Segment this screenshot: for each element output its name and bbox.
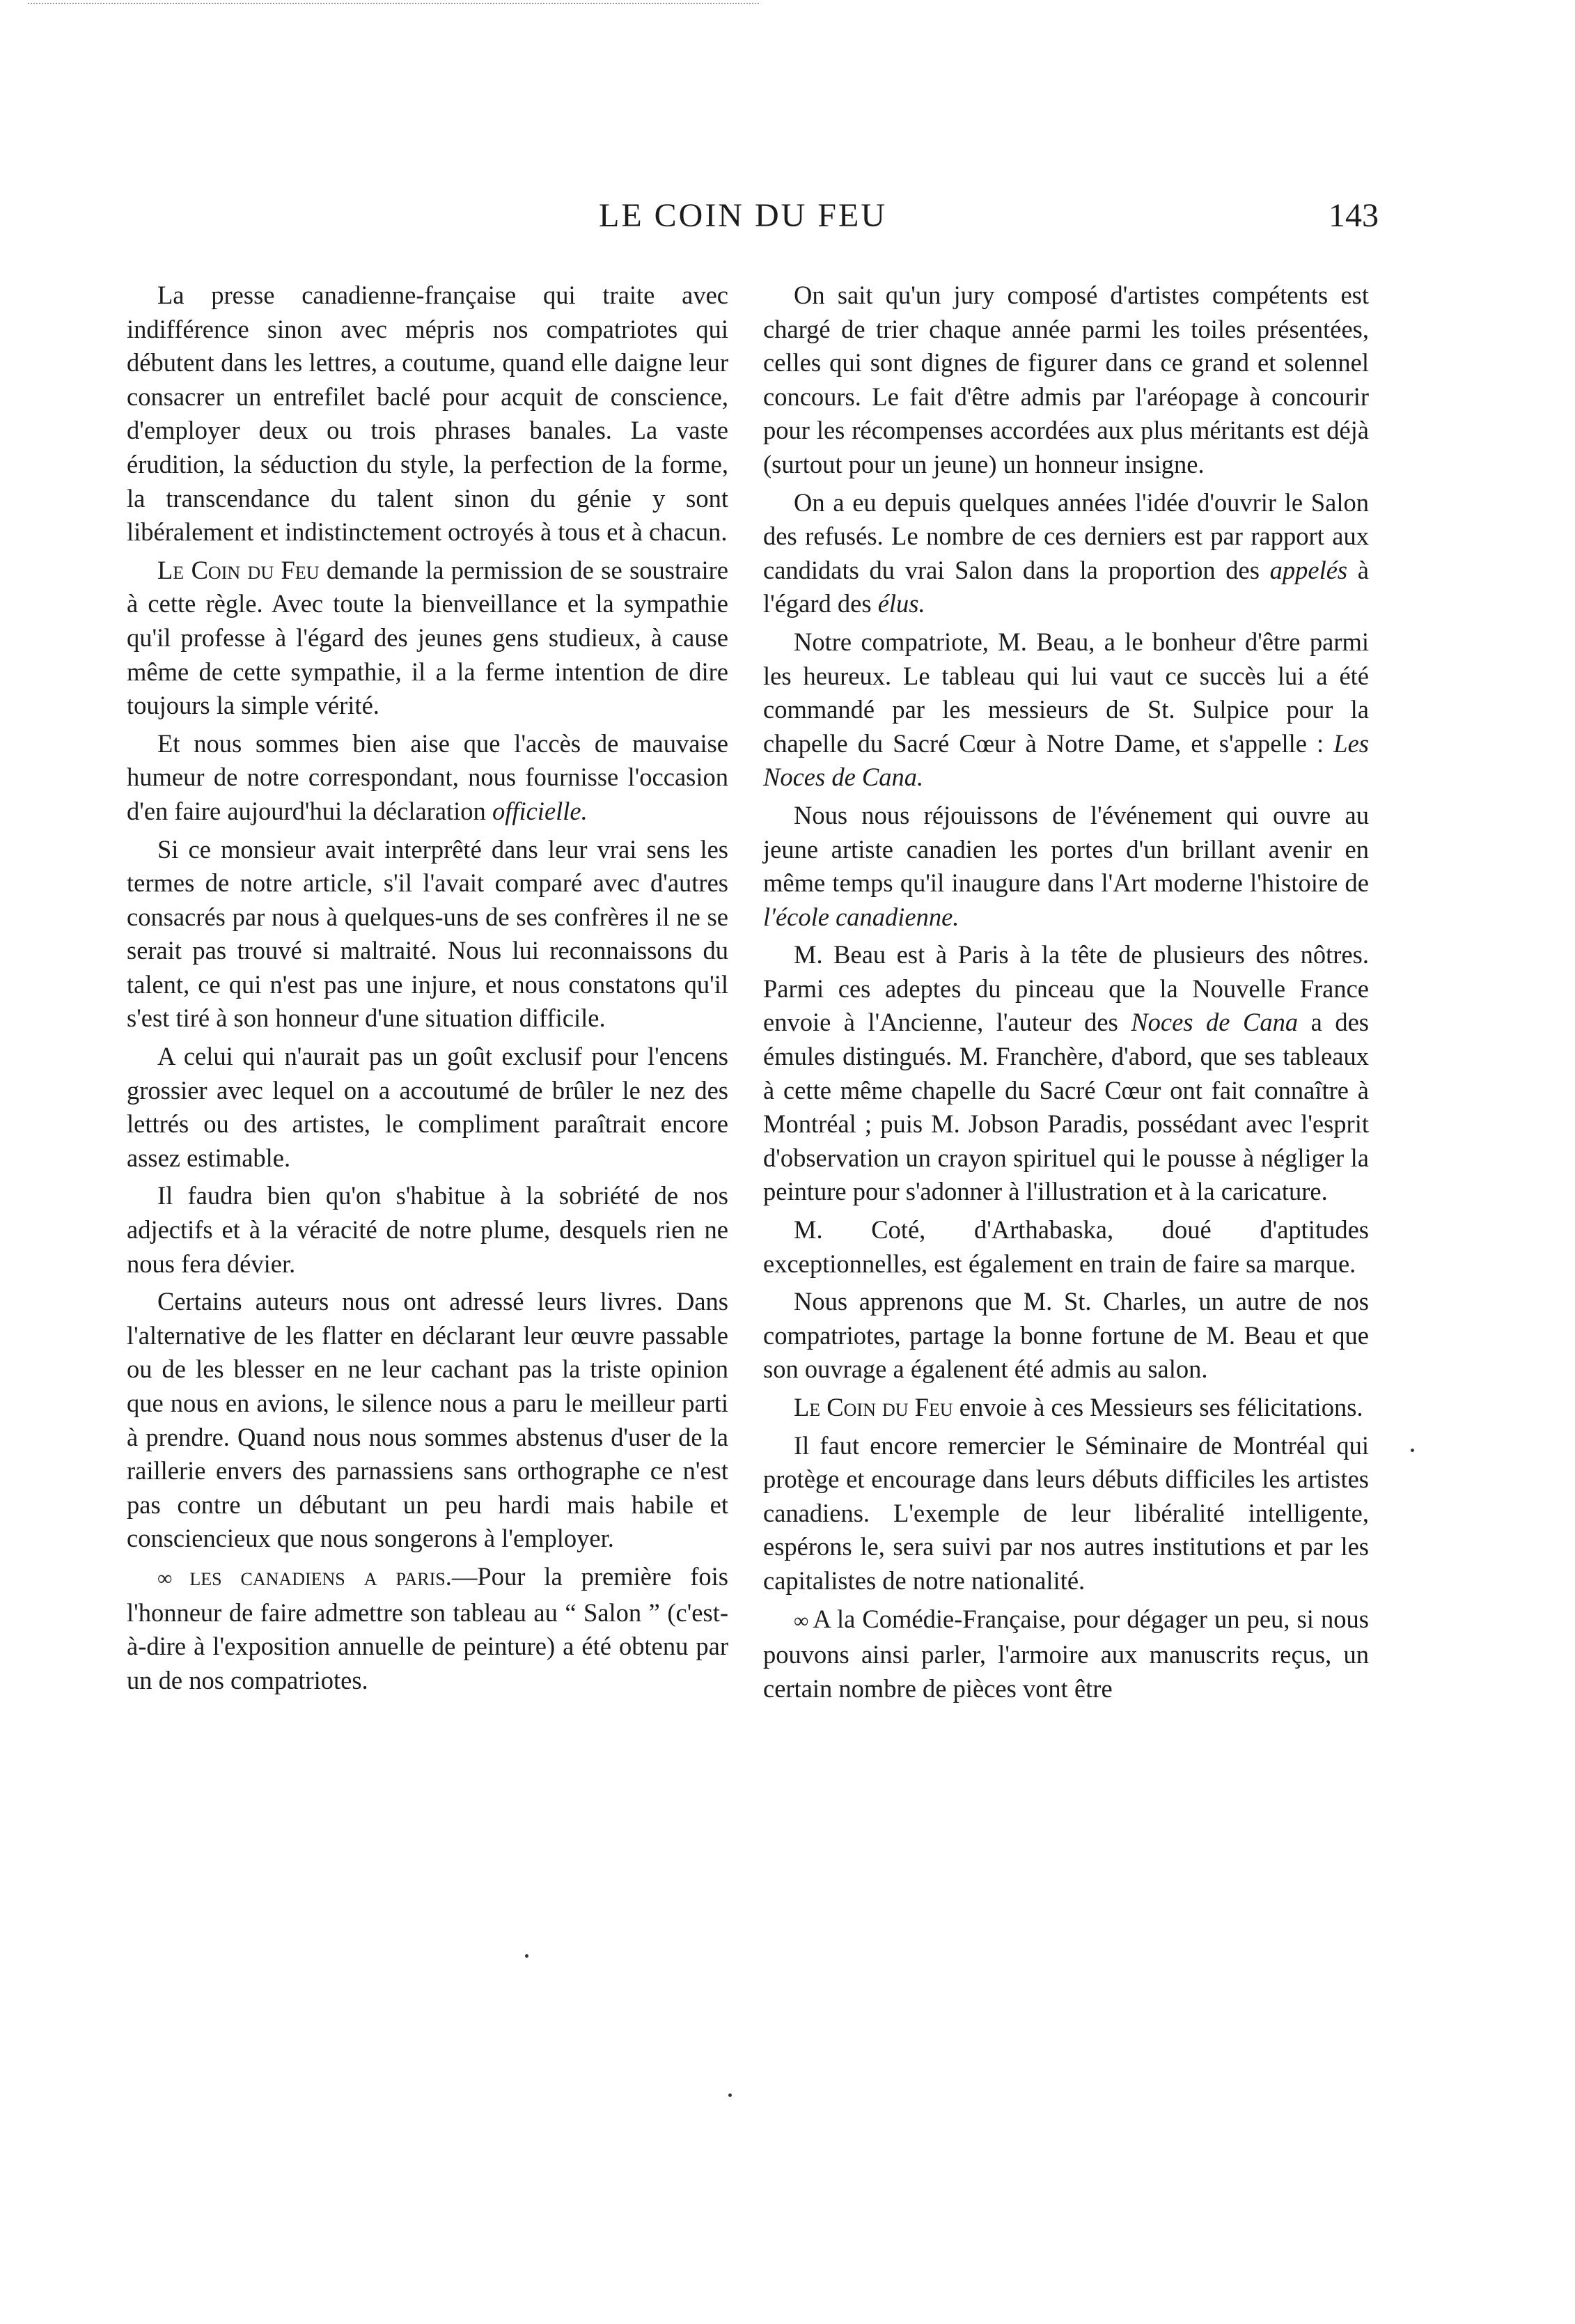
paragraph bbox=[127, 833, 728, 1036]
paragraph-text: envoie à ces Messieurs ses félicitations. bbox=[953, 1393, 1363, 1421]
paragraph-text: On a eu depuis quelques années l'idée d'ouvrir le Salon des refusés. Le nombre de ces derniers est par rapport aux candidats du vrai Salon dans la proportion des bbox=[763, 488, 1369, 584]
paragraph-text: On sait qu'un jury composé d'artistes compétents est chargé de trier chaque année parmi les toiles présentées, celles qui sont dignes de figurer dans ce grand et solennel concours. Le fait d'être admis par l'aréopage à concourir pour les récompenses accordées aux plus méritants est déjà (surtout pour un jeune) un honneur insigne. bbox=[763, 281, 1369, 478]
paragraph-text: M. Beau est à Paris à la tête de plusieurs des nôtres. Parmi ces adeptes du pinceau que la Nouvelle France envoie à l'Ancienne, l'auteur des bbox=[763, 940, 1369, 1037]
journal-name-smallcaps: Le Coin du Feu bbox=[794, 1393, 953, 1421]
paragraph-text: A la Comédie-Française, pour dégager un peu, si nous pouvons ainsi parler, l'armoire aux manuscrits reçus, un certain nombre de pièces vont être bbox=[763, 1604, 1369, 1703]
italic-word: élus. bbox=[877, 589, 925, 618]
ink-speck bbox=[728, 2093, 732, 2097]
running-head bbox=[0, 196, 1575, 247]
paragraph-text: demande la permission de se soustraire à cette règle. Avec toute la bienveillance et la sympathie qu'il professe à l'égard des jeunes gens studieux, à cause même de cette sympathie, il a la ferme intention de dire toujours la simple vérité. bbox=[127, 555, 728, 720]
paragraph-text: a des émules distingués. M. Franchère, d'abord, que ses tableaux à cette même chapelle du Sacré Cœur ont fait connaître à Montréal ; puis M. Jobson Paradis, possédant avec l'esprit d'observation un crayon spirituel qui le pousse à négliger la peinture pour s'adonner à l'illustration et à la caricature. bbox=[763, 1008, 1369, 1206]
paragraph bbox=[127, 1285, 728, 1556]
paragraph bbox=[763, 1391, 1369, 1425]
paragraph bbox=[127, 1040, 728, 1175]
paragraph-text: —Pour la première fois l'honneur de faire admettre son tableau au “ Salon ” (c'est-à-dire à l'exposition annuelle de peinture) a été obtenu par un de nos compatriotes. bbox=[127, 1561, 728, 1694]
journal-name-smallcaps: Le Coin du Feu bbox=[157, 555, 320, 584]
paragraph bbox=[127, 279, 728, 549]
italic-word: l'école canadienne. bbox=[763, 902, 959, 931]
ornament-icon: ∞ bbox=[794, 1609, 808, 1632]
paragraph bbox=[763, 279, 1369, 482]
paragraph-text: à l'égard des bbox=[763, 555, 1370, 618]
paragraph-text: Il faudra bien qu'on s'habitue à la sobriété de nos adjectifs et à la véracité de notre plume, desquels rien ne nous fera dévier. bbox=[127, 1181, 728, 1278]
paragraph bbox=[127, 554, 728, 723]
paragraph bbox=[763, 1213, 1369, 1281]
paragraph-text: La presse canadienne-française qui traite avec indifférence sinon avec mépris nos compatriotes qui débutent dans les lettres, a coutume, quand elle daigne leur consacrer un entrefilet baclé pour acquit de conscience, d'employer deux ou trois phrases banales. La vaste érudition, la séduction du style, la perfection de la forme, la transcendance du talent sinon du génie y sont libéralement et indistinctement octroyés à tous et à chacun. bbox=[127, 281, 728, 547]
paragraph-text: Certains auteurs nous ont adressé leurs livres. Dans l'alternative de les flatter en déclarant leur œuvre passable ou de les blesser en ne leur cachant pas la triste opinion que nous en avions, le silence nous a paru le meilleur parti à prendre. Quand nous nous sommes abstenus d'user de la raillerie envers des parnassiens sans orthographe ce n'est pas contre un débutant un peu hardi mais habile et consciencieux que nous songerons à l'employer. bbox=[127, 1287, 728, 1553]
paragraph-text: M. Coté, d'Arthabaska, doué d'aptitudes exceptionnelles, est également en train de faire sa marque. bbox=[763, 1215, 1369, 1278]
paragraph bbox=[127, 727, 728, 829]
paragraph bbox=[763, 486, 1369, 621]
paragraph bbox=[763, 1602, 1369, 1706]
left-column bbox=[127, 279, 728, 1697]
paragraph bbox=[127, 1560, 728, 1697]
journal-title: LE COIN DU FEU bbox=[599, 197, 887, 234]
paragraph-text: A celui qui n'aurait pas un goût exclusif pour l'encens grossier avec lequel on a accoutumé de brûler le nez des lettrés ou des artistes, le compliment paraîtrait encore assez estimable. bbox=[127, 1042, 728, 1172]
paragraph-text: Si ce monsieur avait interprêté dans leur vrai sens les termes de notre article, s'il l'avait comparé avec d'autres consacrés par nous à quelques-uns de ses confrères il ne se serait pas trouvé si maltraité. Nous lui reconnaissons du talent, ce qui n'est pas une injure, et nous constatons qu'il s'est tiré à son honneur d'une situation difficile. bbox=[127, 834, 728, 1033]
paragraph-text: Nous apprenons que M. St. Charles, un autre de nos compatriotes, partage la bonne fortune de M. Beau et que son ouvrage a égalenent été admis au salon. bbox=[763, 1287, 1369, 1384]
paragraph bbox=[763, 1429, 1369, 1598]
paragraph-text: Notre compatriote, M. Beau, a le bonheur d'être parmi les heureux. Le tableau qui lui vaut ce succès lui a été commandé par les messieurs de St. Sulpice pour la chapelle du Sacré Cœur à Notre Dame, et s'appelle : bbox=[763, 627, 1369, 758]
page-number: 143 bbox=[1329, 197, 1379, 234]
paragraph-text: Il faut encore remercier le Séminaire de Montréal qui protège et encourage dans leurs débuts difficiles les artistes canadiens. L'exemple de leur libéralité intelligente, espérons le, sera suivi par nos autres institutions et par les capitalistes de notre nationalité. bbox=[763, 1430, 1369, 1595]
ink-speck bbox=[525, 1954, 528, 1958]
paragraph bbox=[763, 938, 1369, 1209]
paragraph bbox=[763, 799, 1369, 934]
right-column bbox=[763, 279, 1369, 1706]
ink-speck bbox=[1411, 1449, 1414, 1452]
italic-word: appelés bbox=[1269, 555, 1348, 584]
painting-title: Noces de Cana bbox=[1131, 1008, 1299, 1037]
paragraph bbox=[763, 625, 1369, 795]
paragraph bbox=[127, 1179, 728, 1281]
ornament-icon: ∞ bbox=[157, 1566, 171, 1590]
paragraph-text: Nous nous réjouissons de l'événement qui ouvre au jeune artiste canadien les portes d'un brillant avenir en même temps qu'il inaugure dans l'Art moderne l'histoire de bbox=[763, 800, 1369, 898]
scan-edge-line bbox=[28, 3, 759, 4]
paragraph-text: Et nous sommes bien aise que l'accès de mauvaise humeur de notre correspondant, nous fournisse l'occasion d'en faire aujourd'hui la déclaration bbox=[127, 728, 728, 825]
paragraph bbox=[763, 1285, 1369, 1387]
painting-title: Les Noces de Cana. bbox=[763, 728, 1369, 792]
section-heading: les canadiens a paris. bbox=[189, 1561, 452, 1591]
italic-word: officielle. bbox=[492, 796, 588, 825]
